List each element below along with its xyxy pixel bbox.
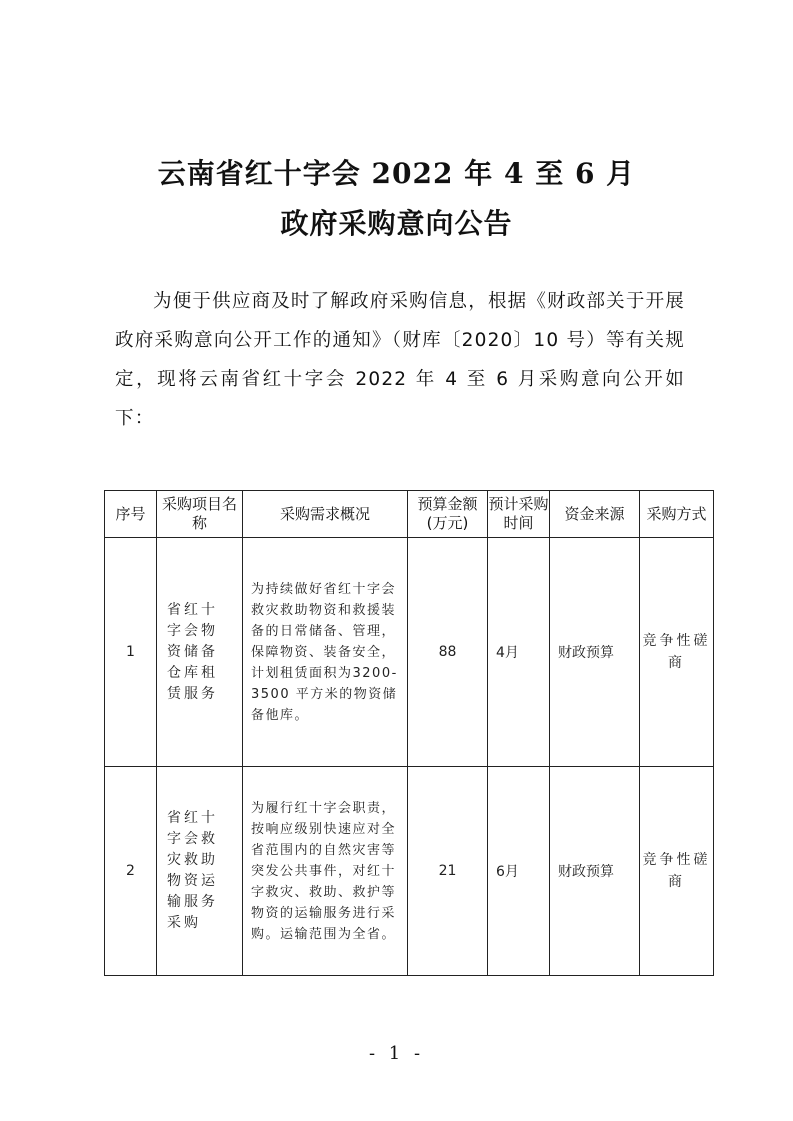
cell-method: 竞争性磋商 bbox=[640, 538, 714, 767]
cell-budget: 88 bbox=[408, 538, 488, 767]
header-time: 预计采购时间 bbox=[488, 491, 550, 538]
intro-paragraph bbox=[115, 282, 685, 438]
header-seq: 序号 bbox=[105, 491, 157, 538]
table-row bbox=[105, 538, 714, 767]
title-line-2: 政府采购意向公告 bbox=[280, 207, 513, 240]
table-row bbox=[105, 767, 714, 976]
cell-seq: 2 bbox=[105, 767, 157, 976]
header-fund: 资金来源 bbox=[550, 491, 640, 538]
cell-method: 竞争性磋商 bbox=[640, 767, 714, 976]
cell-name: 省红十字会救灾救助物资运输服务采购 bbox=[157, 767, 243, 976]
header-name: 采购项目名称 bbox=[157, 491, 243, 538]
title-line-1: 云南省红十字会 2022 年 4 至 6 月 bbox=[157, 157, 636, 190]
cell-fund: 财政预算 bbox=[550, 767, 640, 976]
header-budget: 预算金额(万元) bbox=[408, 491, 488, 538]
cell-requirement: 为履行红十字会职责，按响应级别快速应对全省范围内的自然灾害等突发公共事件，对红十字救灾、救助、救护等物资的运输服务进行采购。运输范围为全省。 bbox=[243, 767, 408, 976]
page-number: - 1 - bbox=[368, 1043, 425, 1064]
procurement-table bbox=[104, 490, 714, 976]
cell-fund: 财政预算 bbox=[550, 538, 640, 767]
cell-budget: 21 bbox=[408, 767, 488, 976]
cell-requirement: 为持续做好省红十字会救灾救助物资和救援装备的日常储备、管理，保障物资、装备安全，计划租赁面积为3200-3500 平方米的物资储备他库。 bbox=[243, 538, 408, 767]
cell-name: 省红十字会物资储备仓库租赁服务 bbox=[157, 538, 243, 767]
cell-time: 4月 bbox=[488, 538, 550, 767]
table-header-row bbox=[105, 491, 714, 538]
intro-text: 为便于供应商及时了解政府采购信息，根据《财政部关于开展政府采购意向公开工作的通知》（财库〔2020〕10 号）等有关规定，现将云南省红十字会 2022 年 4 至 6 月采购意向公开如下： bbox=[115, 291, 685, 429]
cell-seq: 1 bbox=[105, 538, 157, 767]
header-requirement: 采购需求概况 bbox=[243, 491, 408, 538]
header-method: 采购方式 bbox=[640, 491, 714, 538]
cell-time: 6月 bbox=[488, 767, 550, 976]
